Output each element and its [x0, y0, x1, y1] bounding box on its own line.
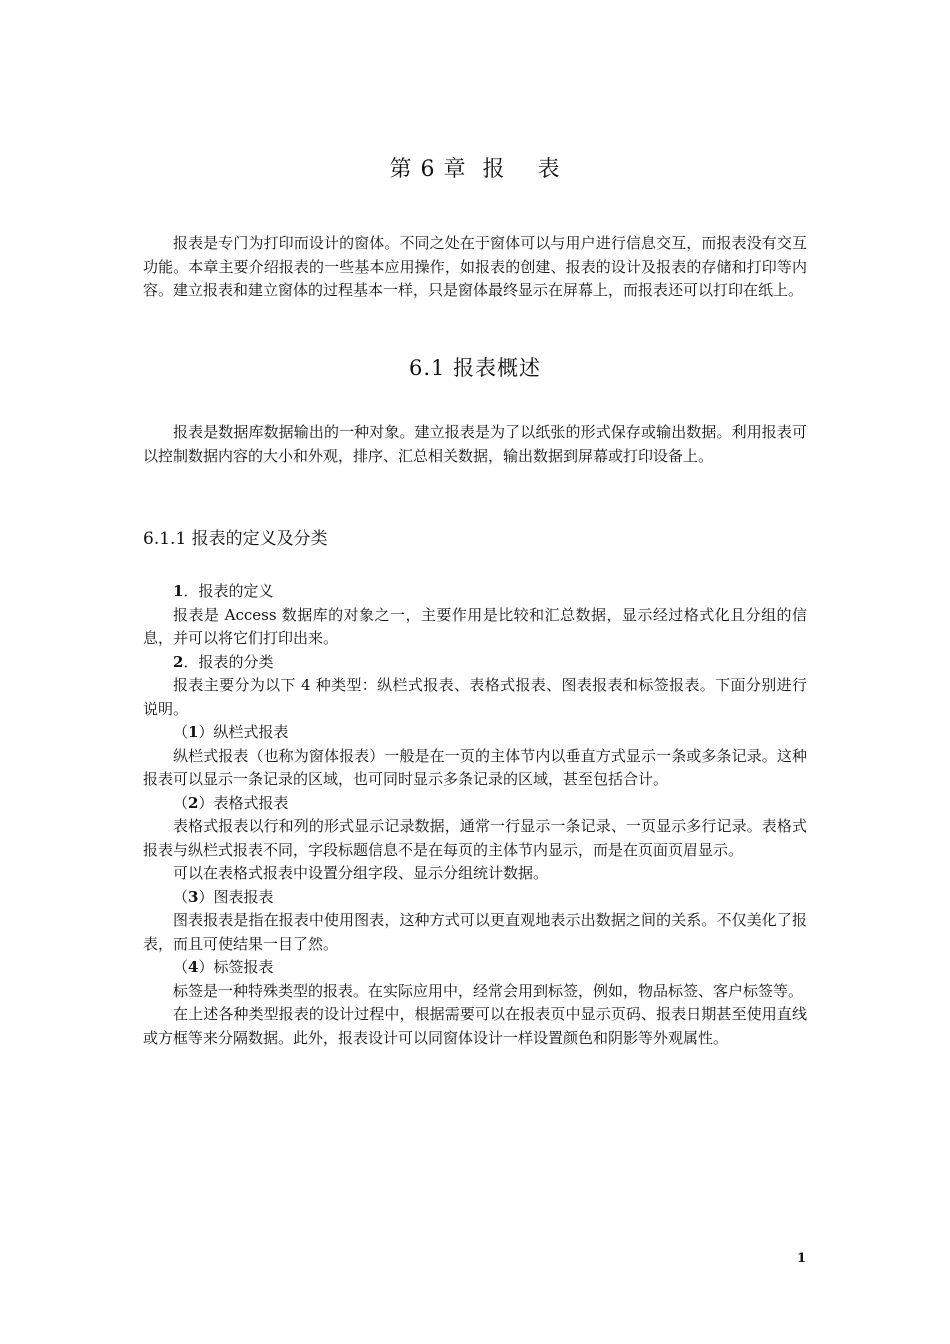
- intro-paragraph: 报表是专门为打印而设计的窗体。不同之处在于窗体可以与用户进行信息交互，而报表没有交互功能。本章主要介绍报表的一些基本应用操作，如报表的创建、报表的设计及报表的存储和打印等内容。建立报表和建立窗体的过程基本一样，只是窗体最终显示在屏幕上，而报表还可以打印在纸上。: [143, 234, 807, 299]
- page-number: 1: [797, 1251, 807, 1266]
- subsection-title: 6.1.1 报表的定义及分类: [143, 529, 328, 549]
- type-heading: [143, 721, 807, 745]
- type-paragraph: 在上述各种类型报表的设计过程中，根据需要可以在报表页中显示页码、报表日期甚至使用直线或方框等来分隔数据。此外，报表设计可以同窗体设计一样设置颜色和阴影等外观属性。: [143, 1005, 807, 1047]
- type-number: 2: [188, 793, 199, 812]
- type-number: 1: [188, 723, 199, 741]
- type-number: 4: [188, 958, 199, 976]
- type-number: 3: [188, 887, 199, 906]
- classification-paragraph: 报表主要分为以下 4 种类型：纵栏式报表、表格式报表、图表报表和标签报表。下面分别进行说明。: [143, 676, 807, 718]
- paren-open: （: [173, 793, 189, 812]
- chapter-title: 第 6 章 报 表: [389, 157, 561, 182]
- classification-heading-number: 2: [173, 652, 184, 671]
- classification-heading-text: ．报表的分类: [183, 652, 274, 671]
- definition-paragraph: 报表是 Access 数据库的对象之一，主要作用是比较和汇总数据，显示经过格式化且分组的信息，并可以将它们打印出来。: [143, 605, 807, 647]
- chapter-intro: [143, 232, 807, 303]
- section-paragraph: 报表是数据库数据输出的一种对象。建立报表是为了以纸张的形式保存或输出数据。利用报表可以控制数据内容的大小和外观，排序、汇总相关数据，输出数据到屏幕或打印设备上。: [143, 423, 807, 465]
- classification-heading: [143, 651, 807, 675]
- type-paragraph: 图表报表是指在报表中使用图表，这种方式可以更直观地表示出数据之间的关系。不仅美化了报表，而且可使结果一目了然。: [143, 911, 807, 953]
- paren-open: （: [173, 887, 189, 906]
- type-label: ）标签报表: [198, 958, 274, 976]
- paren-open: （: [173, 723, 189, 741]
- type-label: ）图表报表: [198, 887, 274, 906]
- definition-heading-number: 1: [173, 582, 184, 600]
- type-paragraph: 标签是一种特殊类型的报表。在实际应用中，经常会用到标签，例如，物品标签、客户标签等。: [173, 981, 804, 1000]
- type-paragraph: 纵栏式报表（也称为窗体报表）一般是在一页的主体节内以垂直方式显示一条或多条记录。这种报表可以显示一条记录的区域，也可同时显示多条记录的区域，甚至包括合计。: [143, 746, 807, 788]
- paren-open: （: [173, 958, 189, 976]
- definition-heading-text: ．报表的定义: [183, 582, 274, 600]
- section-intro: [143, 421, 807, 468]
- type-label: ）纵栏式报表: [198, 723, 289, 741]
- subsection-content: [143, 580, 807, 1050]
- type-heading: [143, 956, 807, 980]
- type-heading: [143, 792, 807, 816]
- definition-heading: [143, 580, 807, 604]
- type-paragraph: 可以在表格式报表中设置分组字段、显示分组统计数据。: [173, 864, 549, 882]
- section-title: 6.1 报表概述: [408, 356, 542, 380]
- type-label: ）表格式报表: [198, 793, 289, 812]
- type-paragraph: 表格式报表以行和列的形式显示记录数据，通常一行显示一条记录、一页显示多行记录。表格式报表与纵栏式报表不同，字段标题信息不是在每页的主体节内显示，而是在页面页眉显示。: [143, 817, 807, 859]
- type-heading: [143, 886, 807, 910]
